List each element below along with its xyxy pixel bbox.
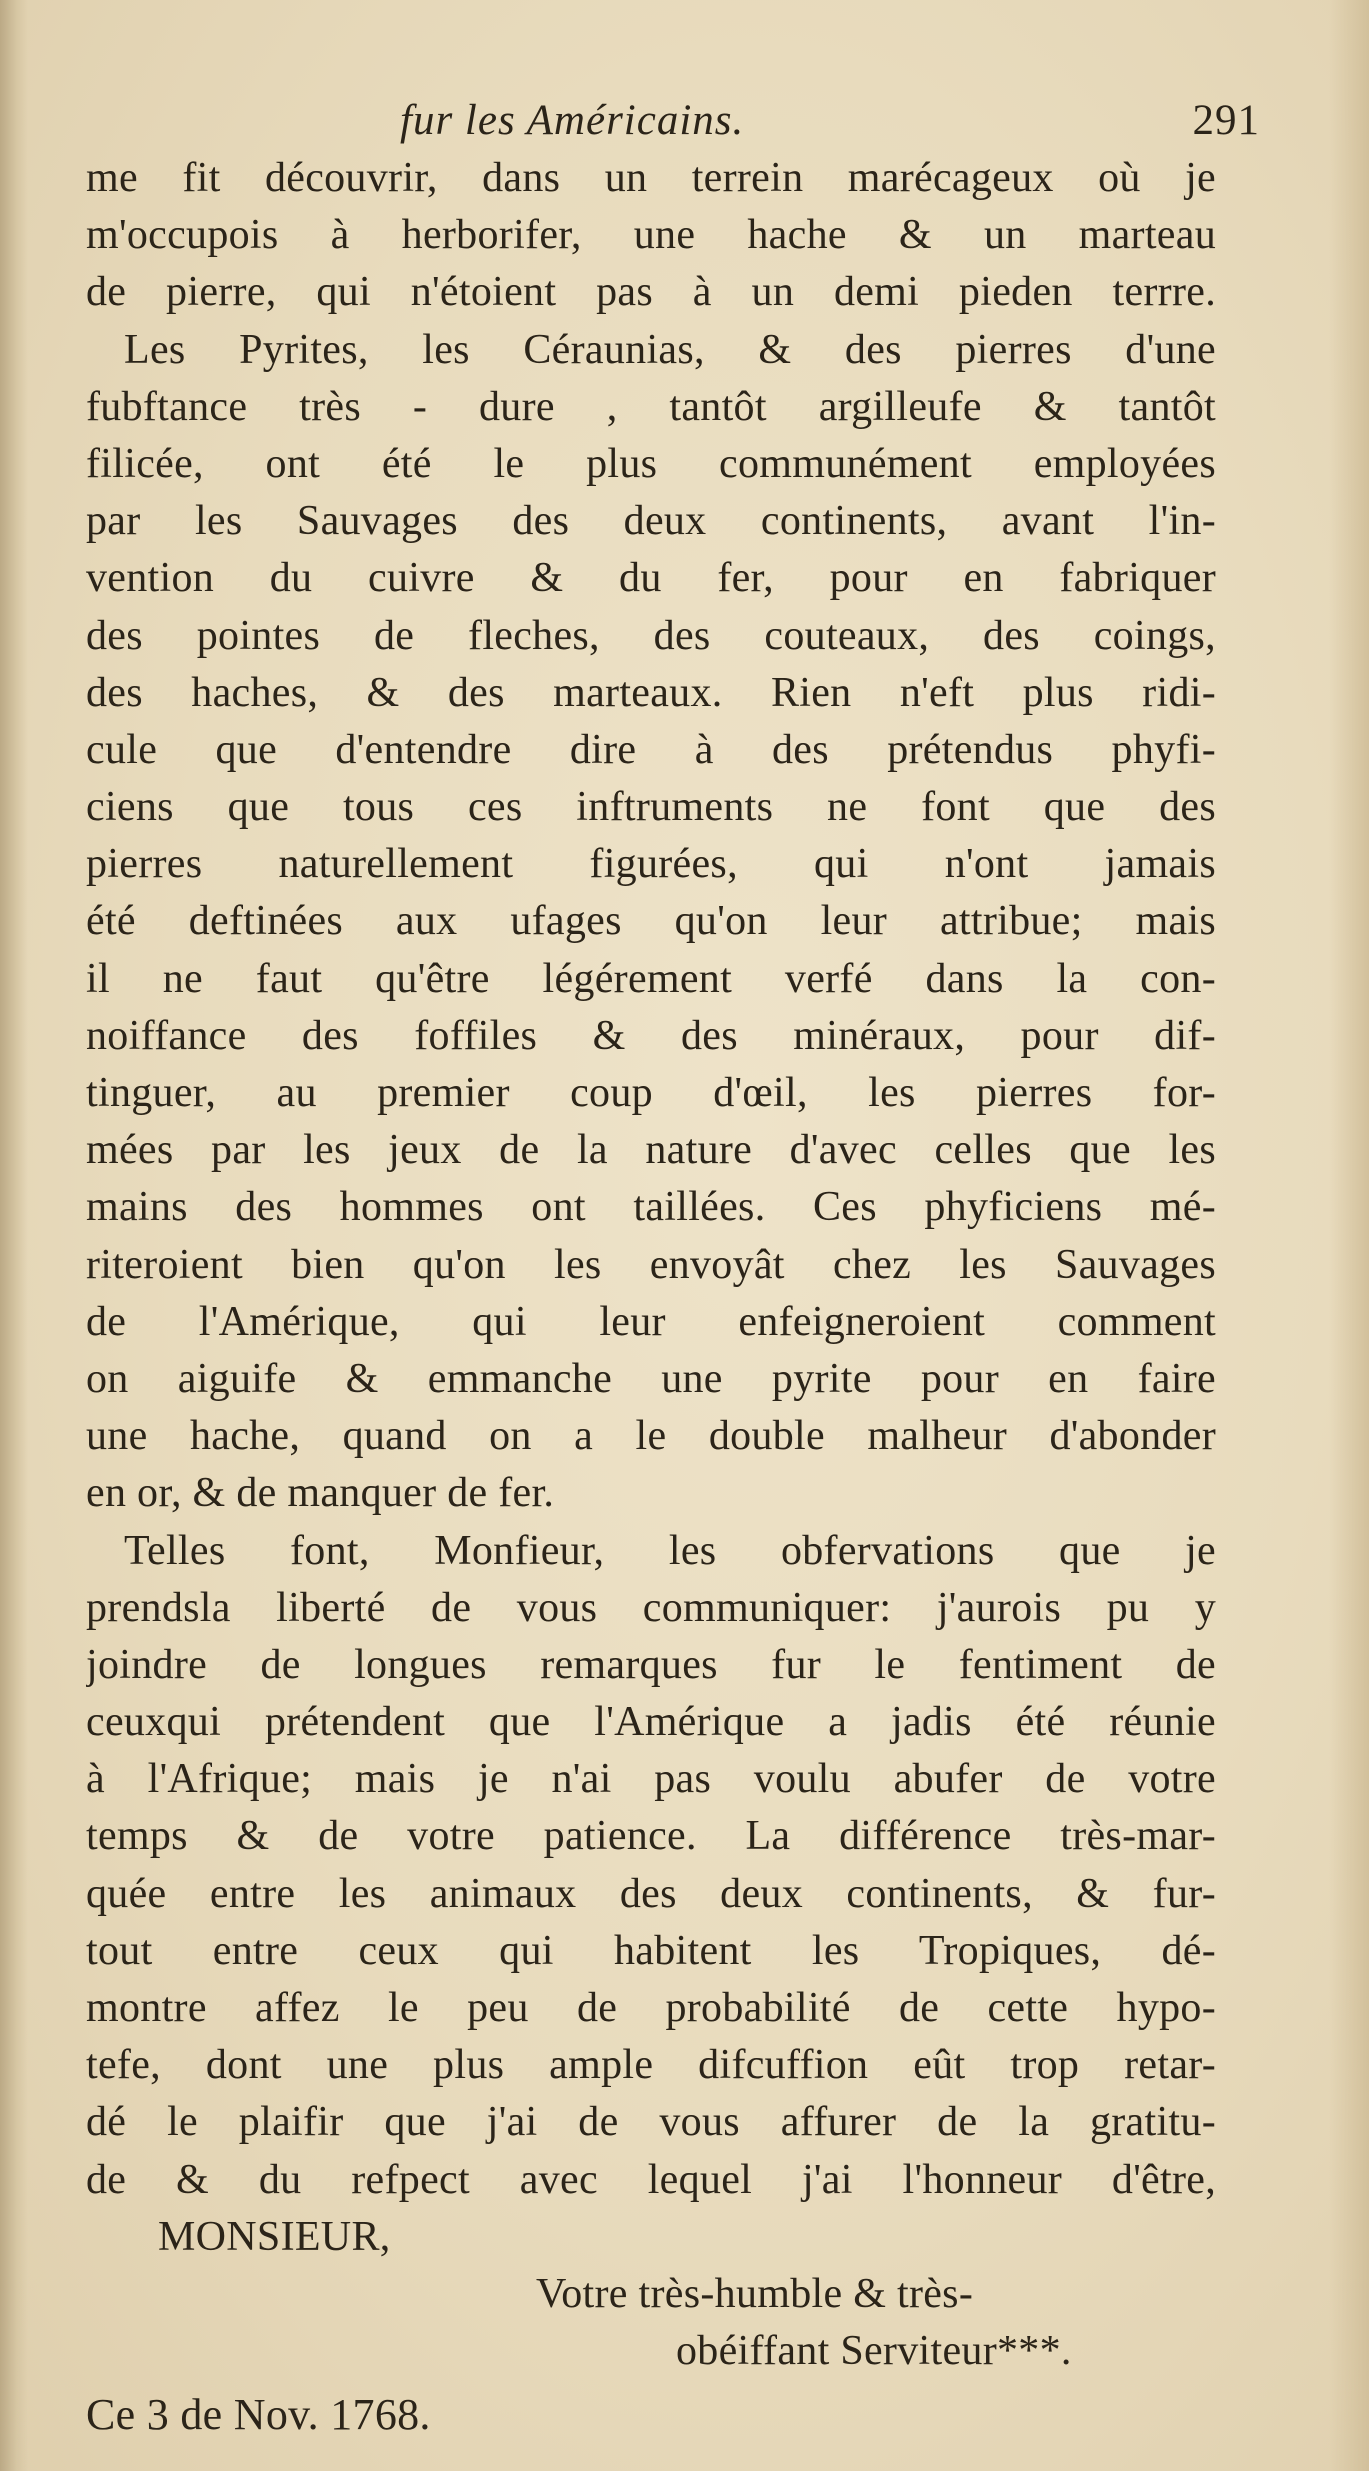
text-line: de pierre, qui n'étoient pas à un demi pieden terrre. xyxy=(86,269,1216,316)
signature-line-1: Votre très-humble & très- xyxy=(536,2270,974,2317)
dateline: Ce 3 de Nov. 1768. xyxy=(86,2390,431,2440)
text-line: me fit découvrir, dans un terrein marécageux où je xyxy=(86,155,1216,201)
text-line: quée entre les animaux des deux continents, & fur- xyxy=(86,1870,1216,1917)
text-line: à l'Afrique; mais je n'ai pas voulu abufer de votre xyxy=(86,1756,1216,1803)
text-line: pierres naturellement figurées, qui n'ont jamais xyxy=(86,841,1216,888)
text-line: temps & de votre patience. La différence très-mar- xyxy=(86,1813,1216,1860)
text-line: dé le plaifir que j'ai de vous affurer de la gratitu- xyxy=(86,2099,1216,2146)
text-line: Les Pyrites, les Céraunias, & des pierres d'une xyxy=(124,326,1216,373)
text-line: tefe, dont une plus ample difcuffion eût trop retar- xyxy=(86,2042,1216,2089)
text-line: de l'Amérique, qui leur enfeigneroient comment xyxy=(86,1298,1216,1345)
text-line: fubftance très - dure , tantôt argilleufe & tantôt xyxy=(86,383,1216,430)
text-line: tinguer, au premier coup d'œil, les pierres for- xyxy=(86,1070,1216,1116)
text-line: on aiguife & emmanche une pyrite pour en faire xyxy=(86,1355,1216,1402)
page-edge-shadow xyxy=(1329,0,1369,2471)
text-line: une hache, quand on a le double malheur d'abonder xyxy=(86,1413,1216,1460)
text-line: tout entre ceux qui habitent les Tropiques, dé- xyxy=(86,1927,1216,1974)
text-line: en or, & de manquer de fer. xyxy=(86,1470,555,1517)
text-line: vention du cuivre & du fer, pour en fabriquer xyxy=(86,555,1216,602)
page-header xyxy=(90,96,1260,156)
text-line: m'occupois à herborifer, une hache & un marteau xyxy=(86,212,1216,259)
text-line: prendsla liberté de vous communiquer: j'aurois pu y xyxy=(86,1584,1216,1631)
text-line: des haches, & des marteaux. Rien n'eft plus ridi- xyxy=(86,669,1216,716)
salutation: MONSIEUR, xyxy=(158,2213,391,2260)
text-line: riteroient bien qu'on les envoyât chez les Sauvages xyxy=(86,1241,1216,1288)
text-line: été deftinées aux ufages qu'on leur attribue; mais xyxy=(86,898,1216,945)
text-line: joindre de longues remarques fur le fentiment de xyxy=(86,1641,1216,1688)
text-line: Telles font, Monfieur, les obfervations que je xyxy=(124,1527,1216,1574)
text-line: il ne faut qu'être légérement verfé dans la con- xyxy=(86,955,1216,1002)
text-line: ceuxqui prétendent que l'Amérique a jadis été réunie xyxy=(86,1699,1216,1746)
text-line: des pointes de fleches, des couteaux, des coings, xyxy=(86,612,1216,659)
text-line: mées par les jeux de la nature d'avec celles que les xyxy=(86,1127,1216,1174)
text-line: filicée, ont été le plus communément employées xyxy=(86,440,1216,487)
page-number: 291 xyxy=(1192,97,1260,144)
body-text xyxy=(86,150,1216,2444)
text-line: de & du refpect avec lequel j'ai l'honneur d'être, xyxy=(86,2156,1216,2203)
running-title: fur les Américains. xyxy=(400,97,745,144)
spine-shadow xyxy=(0,0,28,2471)
text-line: montre affez le peu de probabilité de cette hypo- xyxy=(86,1985,1216,2031)
text-line: noiffance des foffiles & des minéraux, pour dif- xyxy=(86,1012,1216,1059)
text-line: par les Sauvages des deux continents, avant l'in- xyxy=(86,498,1216,545)
text-line: mains des hommes ont taillées. Ces phyficiens mé- xyxy=(86,1184,1216,1231)
text-line: ciens que tous ces inftruments ne font que des xyxy=(86,784,1216,831)
signature-line-2: obéiffant Serviteur***. xyxy=(676,2328,1072,2375)
text-line: cule que d'entendre dire à des prétendus phyfi- xyxy=(86,726,1216,773)
